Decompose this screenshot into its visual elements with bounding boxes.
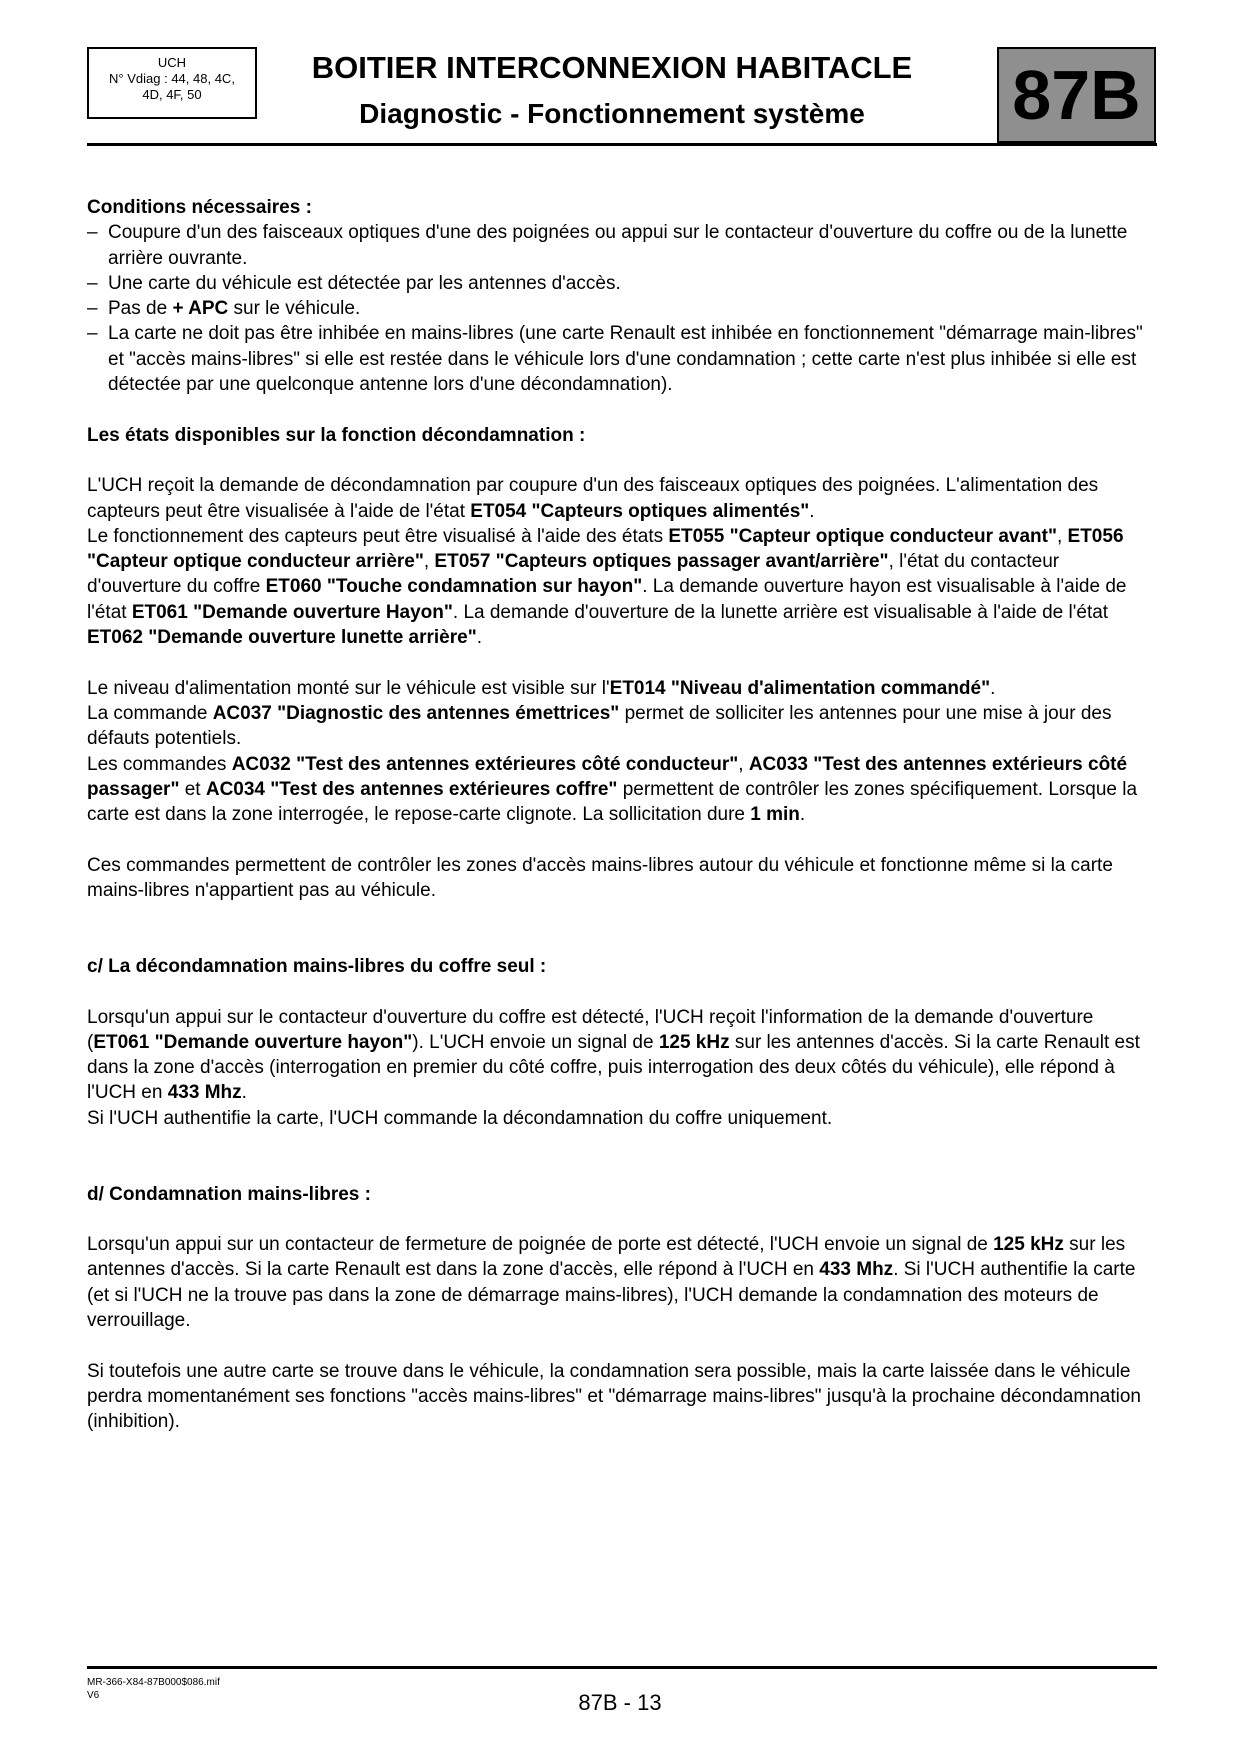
states-heading: Les états disponibles sur la fonction décondamnation : <box>87 424 586 446</box>
condition-text: Coupure d'un des faisceaux optiques d'une des poignées ou appui sur le contacteur d'ouverture du coffre ou de la lunette arrière ouvrante. <box>108 222 1128 269</box>
states-paragraph-3: Ces commandes permettent de contrôler les zones d'accès mains-libres autour du véhicule et fonctionne même si la carte mains-libres n'appartient pas au véhicule. <box>87 854 1113 902</box>
list-item <box>87 220 1157 271</box>
header-divider <box>87 143 1157 146</box>
section-code-badge: 87B <box>997 47 1156 143</box>
vdiag-line-3: 4D, 4F, 50 <box>142 87 202 102</box>
list-item <box>87 321 1157 397</box>
section-c-heading: c/ La décondamnation mains-libres du coffre seul : <box>87 955 547 977</box>
footer-divider <box>87 1666 1157 1669</box>
vdiag-line-2: N° Vdiag : 44, 48, 4C, <box>109 71 235 86</box>
list-item <box>87 296 1157 321</box>
condition-text: Une carte du véhicule est détectée par les antennes d'accès. <box>108 272 621 294</box>
conditions-list <box>87 220 1157 397</box>
vdiag-line-1: UCH <box>157 55 187 70</box>
section-d-paragraph-2: Si toutefois une autre carte se trouve dans le véhicule, la condamnation sera possible, mais la carte laissée dans le véhicule perdra momentanément ses fonctions "accès mains-libres" et "démarrage mains-libres" jusqu'à la prochaine décondamnation (inhibition). <box>87 1360 1141 1433</box>
dash-bullet: – <box>87 222 98 244</box>
dash-bullet: – <box>87 323 98 345</box>
vdiag-box <box>87 47 257 119</box>
page-number: 87B - 13 <box>578 1690 662 1715</box>
condition-text: La carte ne doit pas être inhibée en mains-libres (une carte Renault est inhibée en fonctionnement "démarrage main-libres" et "accès mains-libres" si elle est restée dans le véhicule lors d'une condamnation ; cette carte n'est plus inhibée si elle est détectée par une quelconque antenne lors d'une décondamnation). <box>108 323 1143 396</box>
section-c-paragraph: Lorsqu'un appui sur le contacteur d'ouverture du coffre est détecté, l'UCH reçoit l'information de la demande d'ouverture (ET061 "Demande ouverture hayon"). L'UCH envoie un signal de 125 kHz sur les antennes d'accès. Si la carte Renault est dans la zone d'accès (interrogation en premier du côté coffre, puis interrogation des deux côtés du véhicule), elle répond à l'UCH en 433 Mhz. Si l'UCH authentifie la carte, l'UCH commande la décondamnation du coffre uniquement. <box>87 1006 1140 1129</box>
states-paragraph-1: L'UCH reçoit la demande de décondamnation par coupure d'un des faisceaux optiques des poignées. L'alimentation des capteurs peut être visualisée à l'aide de l'état ET054 "Capteurs optiques alimentés". Le fonctionnement des capteurs peut être visualisé à l'aide des états ET055 "Capteur optique conducteur avant", ET056 "Capteur optique conducteur arrière", ET057 "Capteurs optiques passager avant/arrière", l'état du contacteur d'ouverture du coffre ET060 "Touche condamnation sur hayon". La demande ouverture hayon est visualisable à l'aide de l'état ET061 "Demande ouverture Hayon". La demande d'ouverture de la lunette arrière est visualisable à l'aide de l'état ET062 "Demande ouverture lunette arrière". <box>87 475 1127 649</box>
condition-text: Pas de + APC sur le véhicule. <box>108 298 361 320</box>
page-subtitle: Diagnostic - Fonctionnement système <box>359 98 865 129</box>
doc-version: V6 <box>87 1690 100 1701</box>
dash-bullet: – <box>87 272 98 294</box>
page-title: BOITIER INTERCONNEXION HABITACLE <box>311 50 913 85</box>
footer-doc-reference <box>87 1676 220 1702</box>
dash-bullet: – <box>87 298 98 320</box>
doc-ref: MR-366-X84-87B000$086.mif <box>87 1677 220 1688</box>
states-paragraph-2: Le niveau d'alimentation monté sur le véhicule est visible sur l'ET014 "Niveau d'alimentation commandé". La commande AC037 "Diagnostic des antennes émettrices" permet de solliciter les antennes pour une mise à jour des défauts potentiels. Les commandes AC032 "Test des antennes extérieures côté conducteur", AC033 "Test des antennes extérieurs côté passager" et AC034 "Test des antennes extérieures coffre" permettent de contrôler les zones spécifiquement. Lorsque la carte est dans la zone interrogée, le repose-carte clignote. La sollicitation dure 1 min. <box>87 677 1138 826</box>
list-item <box>87 271 1157 296</box>
section-d-heading: d/ Condamnation mains-libres : <box>87 1183 371 1205</box>
conditions-heading: Conditions nécessaires : <box>87 197 312 218</box>
section-d-paragraph-1: Lorsqu'un appui sur un contacteur de fermeture de poignée de porte est détecté, l'UCH envoie un signal de 125 kHz sur les antennes d'accès. Si la carte Renault est dans la zone d'accès, elle répond à l'UCH en 433 Mhz. Si l'UCH authentifie la carte (et si l'UCH ne la trouve pas dans la zone de démarrage mains-libres), l'UCH demande la condamnation des moteurs de verrouillage. <box>87 1234 1136 1332</box>
document-body <box>87 195 1157 1435</box>
